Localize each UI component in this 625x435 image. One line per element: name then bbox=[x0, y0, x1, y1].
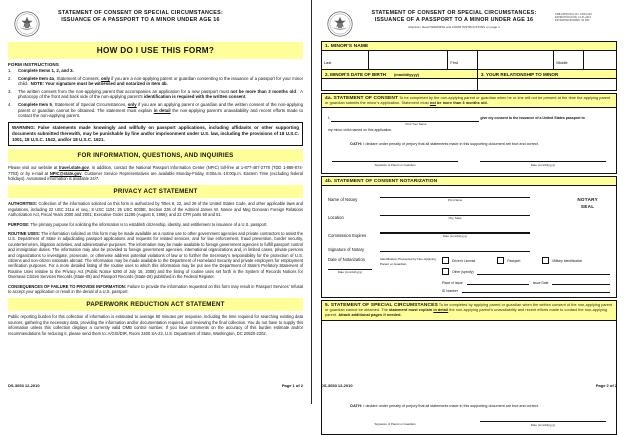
item-5-desc-in-detail: in detail bbox=[433, 307, 449, 312]
identification-block bbox=[328, 257, 610, 293]
list-item bbox=[8, 89, 303, 100]
middle-name-label: Middle bbox=[556, 60, 568, 66]
place-issue-row bbox=[442, 279, 610, 285]
checkbox-military-identification[interactable] bbox=[542, 257, 549, 264]
signature-caption: Signature of Parent or Guardian bbox=[374, 163, 416, 168]
list-item-number: 3. bbox=[8, 88, 12, 94]
paperwork-paragraph: Public reporting burden for this collection of information is estimated to average 60 minutes per response, including the time required for searching existing data sources, gathering the necessary data, providing the information and/or documentation required, and reviewing the final collection. You do not have to supply this information unless this collection displays a currently valid OMB control number. If you have comments on the accuracy of this burden estimate and/or recommendations for reducing it, please send them to: A/GIS/DIR, Room 2400 SA-22, U.S. Department of State, Washington, DC 20520-2202. bbox=[8, 314, 303, 336]
consequences-text: Failure to provide the information requested on this form may result in Passport Services' refusal to accept your application or result in the denial of a U.S. passport. bbox=[8, 283, 304, 295]
list-item-text: Complete Items 1, 2, and 3. bbox=[18, 68, 74, 73]
list-item-number: 4. bbox=[8, 101, 12, 107]
item-1-heading: 1. MINOR'S NAME bbox=[322, 42, 616, 51]
date-of-notarization-block bbox=[328, 257, 376, 274]
item-4a-desc-b: be more than 3 months old. bbox=[435, 100, 488, 105]
list-item-number: 1. bbox=[8, 68, 12, 73]
page-1-header bbox=[8, 6, 303, 39]
page-2-footer bbox=[321, 383, 617, 388]
checkbox-drivers-license[interactable] bbox=[442, 257, 449, 264]
notary-commission-caption: Date (mm/dd/yyyy) bbox=[442, 234, 468, 239]
list-item-number: 2. bbox=[8, 75, 12, 81]
minor-date-of-birth-input[interactable] bbox=[322, 79, 478, 90]
consent-parent-name-input[interactable] bbox=[331, 114, 479, 122]
consent-statement-text-2: my minor child named on this application. bbox=[328, 128, 393, 133]
id-number-row bbox=[442, 287, 610, 293]
authorities-label: AUTHORITIES: bbox=[8, 201, 38, 207]
list-item bbox=[8, 68, 303, 74]
item-4b-box bbox=[321, 176, 617, 298]
omb-line: EXPIRATION DATE: 12-31-2013 bbox=[555, 17, 592, 20]
item-5-desc-c: the non-applying parent's unavailability and recent efforts made to contact the non-applying parent. bbox=[325, 307, 608, 317]
consent-name-line bbox=[328, 114, 610, 122]
notary-signature-field[interactable] bbox=[380, 244, 530, 252]
notary-location-caption: City, State bbox=[448, 215, 462, 220]
item-4a-signature-col[interactable] bbox=[332, 161, 458, 167]
print-your-name-caption: Print Your Name bbox=[405, 122, 427, 127]
item-5-date-col[interactable] bbox=[480, 421, 606, 427]
routine-uses-label: ROUTINE USES: bbox=[8, 230, 41, 236]
item-4a-desc-a: To be completed by the non-applying parent or guardian when he or she will not be present at the time the applying parent or guardian submits the minor's application. Statement must bbox=[325, 95, 611, 105]
item-4a-oath-line bbox=[328, 141, 610, 148]
consent-lead: I, bbox=[328, 115, 331, 121]
item-3-heading: 3. YOUR RELATIONSHIP TO MINOR bbox=[480, 71, 559, 77]
item-5-signature-row bbox=[328, 421, 610, 430]
id-option-label: Passport bbox=[507, 258, 521, 263]
notary-name-caption: Print Name bbox=[447, 198, 463, 203]
purpose-paragraph bbox=[8, 222, 303, 227]
oath-text: I declare under penalty of perjury that all statements made in this supporting document are true and correct. bbox=[362, 403, 539, 408]
item-4a-date-col[interactable] bbox=[480, 161, 606, 167]
notary-location-field[interactable] bbox=[380, 208, 530, 220]
footer-form-number: DS-3053 12-2010 bbox=[321, 383, 353, 388]
notary-section bbox=[322, 186, 616, 297]
issue-date-input[interactable] bbox=[552, 279, 610, 285]
id-other-row bbox=[442, 268, 610, 275]
info-text-a: Please visit our website at bbox=[8, 165, 59, 171]
other-label: Other (specify) bbox=[452, 269, 474, 274]
list-item-text: Complete Item 5, Statement of Special Circumstances, only if you are an applying parent or guardian and the written consent of the non-applying parent or guardian cannot be obtained. The statement must explain in detail the non-applying parent's unavailability and recent efforts made to contact the non-applying parent. bbox=[18, 101, 304, 119]
footer-form-number: DS-3053 12-2010 bbox=[8, 383, 40, 388]
list-item-text: The written consent from the non-applying parent that accompanies an application for a new passport must not be more than 3 months old. A photocopy of the front and back side of the non-applying parent's identification is required with the written consent. bbox=[18, 88, 304, 100]
item-4a-desc-not: not bbox=[429, 100, 436, 105]
how-do-i-use-this-form-banner: HOW DO I USE THIS FORM? bbox=[8, 42, 303, 59]
notary-signature-row bbox=[328, 244, 610, 252]
last-name-label: Last bbox=[324, 60, 332, 66]
first-name-label: First bbox=[450, 60, 458, 66]
items-2-3-heading-row bbox=[322, 70, 616, 79]
items-1-3-box bbox=[321, 41, 617, 91]
page-title-line-2: ISSUANCE OF A PASSPORT TO A MINOR UNDER AGE 16 bbox=[374, 17, 534, 23]
notary-seal-line-1: NOTARY bbox=[577, 197, 598, 203]
item-4a-heading bbox=[322, 94, 616, 108]
consent-statement-text: give my consent to the issuance of a United States passport to bbox=[480, 116, 585, 121]
authorities-paragraph bbox=[8, 201, 303, 217]
notary-commission-label: Commission Expires bbox=[328, 233, 367, 239]
notary-location-input[interactable] bbox=[380, 208, 530, 216]
page-title-line-1: STATEMENT OF CONSENT OR SPECIAL CIRCUMSTANCES: bbox=[57, 10, 224, 16]
issue-date-label: Issue Date bbox=[532, 281, 549, 286]
minor-middle-name-field[interactable] bbox=[554, 51, 583, 69]
page-2-title-block bbox=[359, 10, 549, 30]
notary-seal-area bbox=[577, 196, 598, 210]
list-item-text: Complete Item 4a, Statement of Consent, only if you are a non-applying parent or guardian consenting to the issuance of a passport for your minor child. NOTE: Your signature must be witnessed and notarized in Item 4b. bbox=[18, 75, 304, 87]
item-2-hint: (mm/dd/yyyy) bbox=[393, 71, 420, 77]
notary-signature-input[interactable] bbox=[380, 244, 530, 252]
notary-name-row bbox=[328, 190, 610, 202]
authorities-text: Collection of the information solicited on this form is authorized by Titles 8, 22, and 26 of the United States Code, and other applicable laws and regulations, including 22 USC 211a et seq.; 8 USC 1104; 26 USC 6039E, Section 236 of the Admiral James W. Nance and Meg Donovan Foreign Relations Authorization Act, Fiscal Years 2000 and 2001; Executive Order 11295 (August 5, 1966); and 22 CFR parts 50 and 51. bbox=[8, 201, 303, 218]
signature-caption: Signature of Parent or Guardian bbox=[374, 421, 416, 426]
id-number-label: ID Number bbox=[442, 289, 458, 294]
item-4a-heading-text: 4a. STATEMENT OF CONSENT bbox=[325, 95, 399, 101]
id-number-input[interactable] bbox=[462, 287, 610, 293]
npic-email-link[interactable]: NPIC@state.gov bbox=[49, 170, 82, 176]
omb-block-placeholder bbox=[241, 10, 303, 14]
oath-label: OATH: bbox=[350, 142, 363, 147]
page-title-line-1: STATEMENT OF CONSENT OR SPECIAL CIRCUMSTANCES: bbox=[371, 10, 537, 16]
place-of-issue-input[interactable] bbox=[467, 279, 529, 285]
information-questions-banner: FOR INFORMATION, QUESTIONS, AND INQUIRIES bbox=[8, 149, 303, 162]
omb-approval-block bbox=[555, 10, 617, 24]
minor-first-name-field[interactable] bbox=[448, 51, 477, 69]
date-of-notarization-input[interactable] bbox=[328, 263, 372, 270]
id-option-label: Military Identification bbox=[552, 258, 583, 263]
notary-location-label: Location bbox=[328, 214, 344, 220]
minor-first-name-value[interactable] bbox=[478, 51, 554, 69]
page-2 bbox=[313, 0, 625, 427]
routine-uses-paragraph bbox=[8, 231, 303, 280]
checkbox-other[interactable] bbox=[442, 268, 449, 275]
notary-signature-label: Signature of Notary bbox=[328, 246, 365, 252]
privacy-act-statement-banner: PRIVACY ACT STATEMENT bbox=[8, 185, 303, 198]
checkbox-passport[interactable] bbox=[497, 257, 504, 264]
page-title-subtitle: Attention: Read WARNING and FORM INSTRUCTIONS on page 1 bbox=[408, 25, 500, 29]
item-4b-heading: 4b. STATEMENT OF CONSENT NOTARIZATION bbox=[322, 177, 616, 186]
notary-commission-row bbox=[328, 225, 610, 238]
identification-presented-label: Identification Presented by Non-Applying Parent or Guardian bbox=[380, 257, 436, 266]
warning-box: WARNING: False statements made knowingly and willfully on passport applications, including affidavits or other supporting documents submitted therewith, may be punishable by fine and/or imprisonment under U.S. law, including the provisions of 18 U.S.C. 1001, 18 U.S.C. 1542, and/or 18 U.S.C. 1621. bbox=[8, 122, 303, 146]
date-of-notarization-caption: Date (mm/dd/yyyy) bbox=[337, 270, 363, 275]
item-5-oath-line bbox=[328, 404, 610, 408]
notary-commission-field[interactable] bbox=[380, 225, 530, 238]
page-title-line-2: ISSUANCE OF A PASSPORT TO A MINOR UNDER AGE 16 bbox=[61, 17, 220, 23]
item-1-name-row bbox=[322, 51, 616, 70]
info-text-c: . Customer Service Representatives are available Monday-Friday, 8:00a.m.-10:00p.m. Eastern Time (excluding federal holidays). Automated information is available 24/7. bbox=[8, 170, 303, 181]
relationship-to-minor-input[interactable] bbox=[478, 79, 616, 90]
notary-name-field[interactable] bbox=[380, 190, 530, 202]
place-of-issue-label: Place of Issue bbox=[442, 281, 463, 286]
page-1 bbox=[0, 0, 312, 404]
item-5-box bbox=[321, 300, 617, 434]
page-2-header bbox=[321, 6, 617, 39]
id-option-row bbox=[442, 257, 610, 264]
notary-name-input[interactable] bbox=[380, 190, 530, 198]
form-instructions-list bbox=[8, 68, 303, 119]
paperwork-reduction-act-banner: PAPERWORK REDUCTION ACT STATEMENT bbox=[8, 298, 303, 311]
omb-line: OMB APPROVAL NO. 1405-0129 bbox=[555, 14, 592, 16]
notary-commission-input[interactable] bbox=[380, 225, 530, 234]
item-2-heading-text: 2. MINOR'S DATE OF BIRTH bbox=[325, 71, 386, 77]
page-1-footer bbox=[8, 383, 303, 388]
item-5-oath-area bbox=[322, 404, 616, 434]
items-2-3-value-row bbox=[322, 79, 616, 90]
id-option-label: Driver's License bbox=[452, 258, 476, 263]
list-item bbox=[8, 76, 303, 87]
item-4a-consent-area bbox=[322, 108, 616, 173]
oath-text: I declare under penalty of perjury that all statements made in this supporting document are true and correct. bbox=[362, 142, 539, 147]
item-4a-signature-row bbox=[328, 161, 610, 170]
date-caption: Date (mm/dd/yyyy) bbox=[530, 163, 556, 168]
item-5-heading bbox=[322, 301, 616, 320]
item-5-signature-col[interactable] bbox=[332, 421, 458, 427]
list-item bbox=[8, 102, 303, 119]
form-instructions-title: FORM INSTRUCTIONS bbox=[8, 62, 59, 67]
page-1-title-block bbox=[46, 10, 235, 24]
minor-last-name-value[interactable] bbox=[369, 51, 448, 69]
item-4a-box bbox=[321, 93, 617, 174]
travel-state-gov-link[interactable]: travel.state.gov bbox=[58, 165, 89, 171]
minor-middle-name-value[interactable] bbox=[584, 51, 616, 69]
page-2-body bbox=[313, 0, 625, 427]
item-5-heading-text: 5. STATEMENT OF SPECIAL CIRCUMSTANCES bbox=[325, 302, 438, 308]
notary-seal-line-2: SEAL bbox=[580, 204, 595, 210]
purpose-text: The primary purpose for soliciting the information is to establish citizenship, identity, and entitlement to issuance of a U.S. passport. bbox=[29, 221, 268, 227]
footer-page-number: Page 2 of 2 bbox=[595, 383, 617, 388]
omb-line: ESTIMATED BURDEN: 60 MIN bbox=[555, 20, 590, 23]
footer-page-number: Page 1 of 2 bbox=[281, 383, 303, 388]
routine-uses-text: The information solicited on this form may be made available as a routine use to other government agencies and private contractors to assist the U.S. Department of State in adjudicating passport applications and requests for related services, and for law enforcement, fraud prevention, border security, counterterrorism, litigation activities, and administrative purposes. The information may be made available to foreign government agencies to fulfill passport control and immigration duties. The information may also be provided to foreign government agencies, international organizations and, in limited cases, private persons and organizations to investigate, prosecute, or otherwise address potential violations of law or to further the Secretary's responsibility for the protection of U.S. citizens and non-citizen nationals abroad. The information may be made available to the Department of Homeland Security and private employers for employment verification purposes. For a more detailed listing of the routine uses to which this information may be put see the Department of State's Prefatory Statement of Routine Uses relative to the Privacy Act (Public Notice 6290 of July 15, 2008) and the listing of routine uses set forth in the System of Records Notices for Overseas Citizen Services Records (State-05) and Passport Records (State-26) published in the Federal Register. bbox=[8, 230, 303, 280]
identification-options bbox=[442, 257, 610, 293]
page-1-body bbox=[0, 0, 311, 404]
date-caption: Date (mm/dd/yyyy) bbox=[530, 422, 556, 427]
item-2-heading bbox=[322, 70, 478, 78]
info-text-b: . In addition, contact the National Passport Information Center (NPIC) toll-free at 1-877-487-2778 (TDD 1-888-874-7793) or by e-mail at bbox=[8, 165, 303, 176]
minor-last-name-field[interactable] bbox=[322, 51, 369, 69]
notary-name-label: Name of Notary bbox=[328, 197, 358, 203]
information-paragraph bbox=[8, 165, 303, 181]
date-of-notarization-label: Date of Notarization bbox=[328, 257, 366, 263]
purpose-label: PURPOSE: bbox=[8, 221, 30, 227]
us-department-of-state-seal-icon bbox=[327, 11, 353, 37]
oath-label: OATH: bbox=[350, 403, 363, 408]
consequences-label: CONSEQUENCES OF FAILURE TO PROVIDE INFORMATION: bbox=[8, 283, 127, 289]
other-specify-input[interactable] bbox=[477, 269, 610, 275]
notary-location-row bbox=[328, 208, 610, 220]
us-department-of-state-seal-icon bbox=[14, 11, 40, 37]
item-5-desc-b: statement must explain bbox=[389, 307, 434, 312]
item-5-desc-a: To be completed by applying parent or guardian when the written consent of the non-applying parent or guardian cannot be obtained. The bbox=[325, 302, 613, 312]
consequences-paragraph bbox=[8, 284, 303, 295]
item-5-desc-attach: Attach additional pages if needed. bbox=[338, 312, 402, 317]
